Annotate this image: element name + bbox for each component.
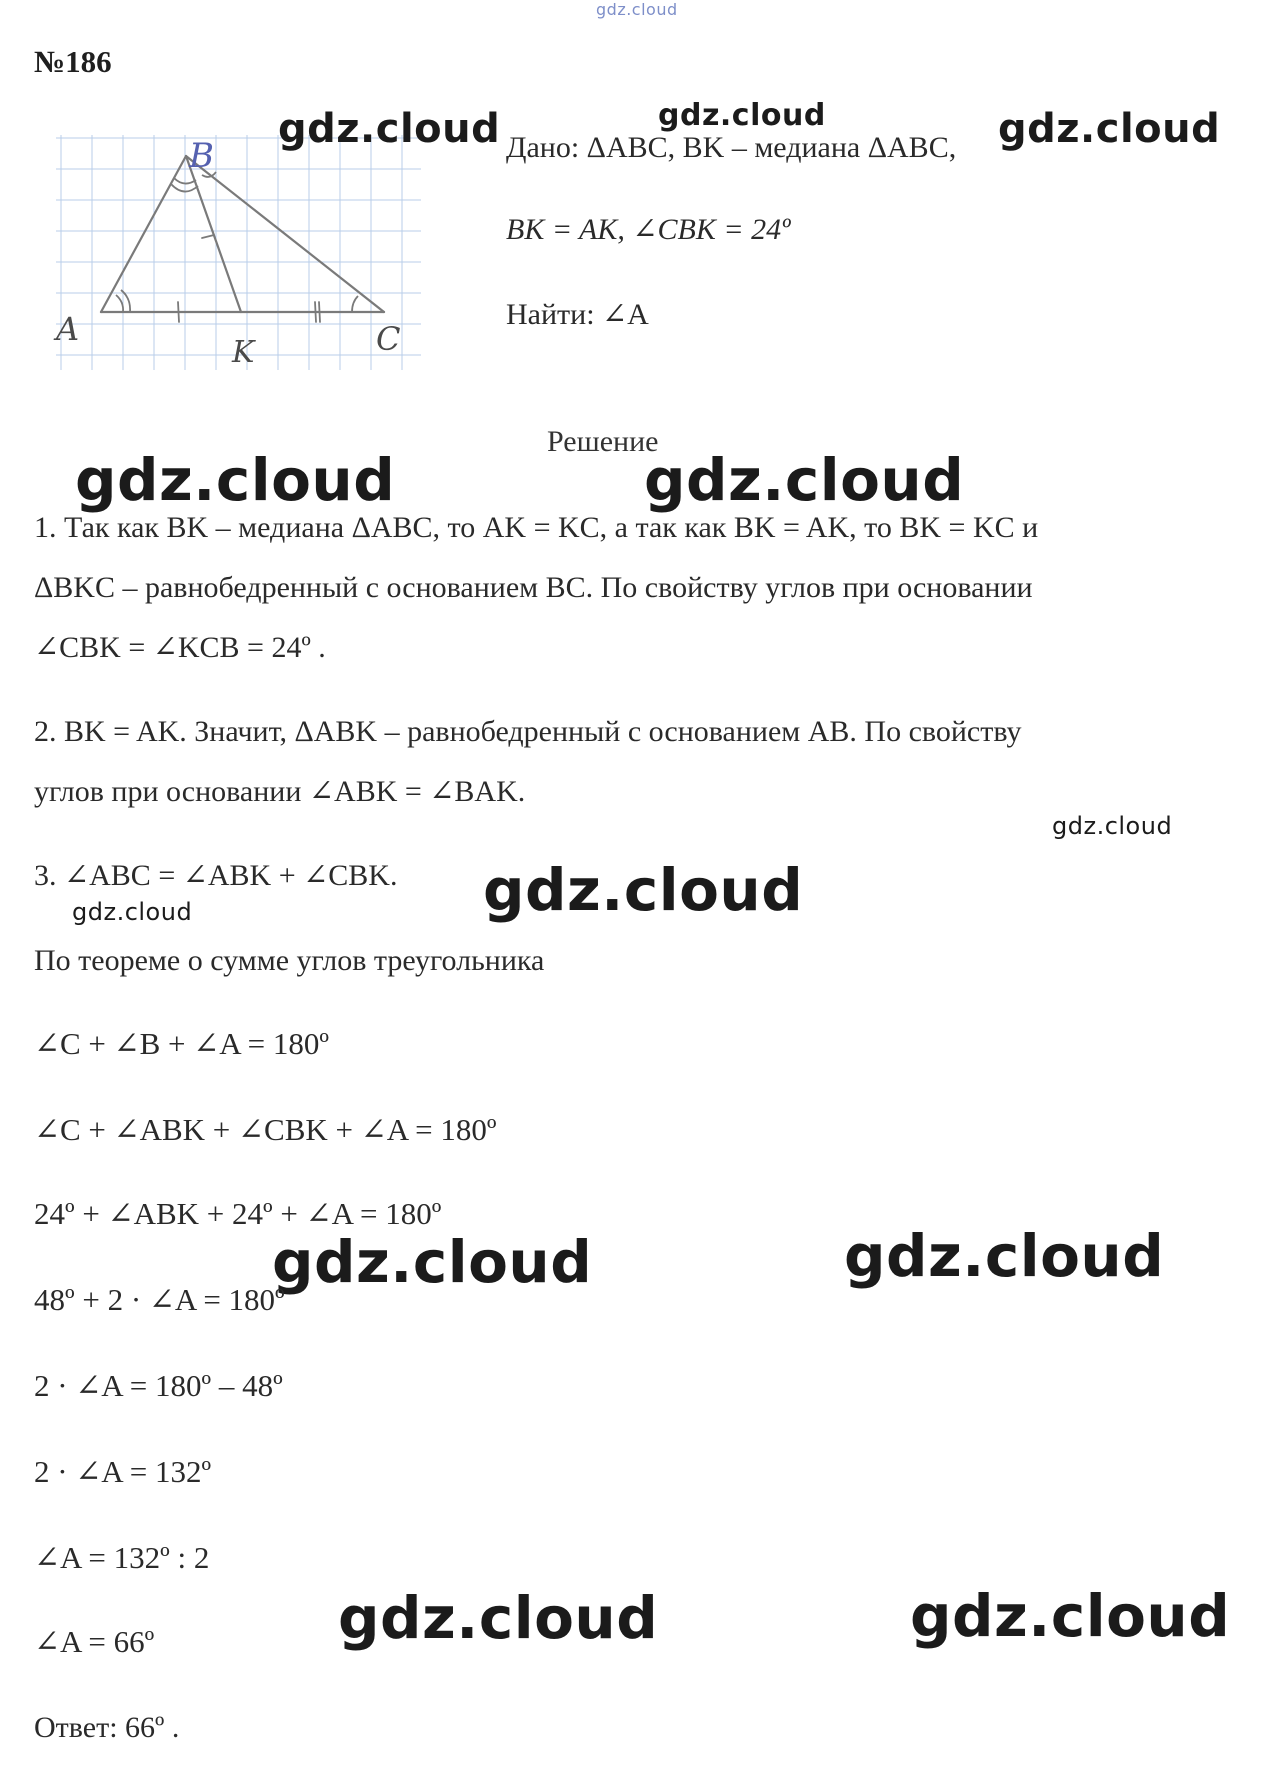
solution-heading: Решение <box>547 425 659 458</box>
equation-2: ∠C + ∠ABK + ∠CBK + ∠A = 180º <box>34 1112 497 1147</box>
angle-arc-a <box>116 295 123 312</box>
answer: Ответ: 66º . <box>34 1711 180 1744</box>
given-find: Найти: ∠A <box>506 298 649 331</box>
step-3-line-1: 3. ∠ABC = ∠ABK + ∠CBK. <box>34 859 398 892</box>
watermark: gdz.cloud <box>658 98 826 133</box>
equation-3: 24º + ∠ABK + 24º + ∠A = 180º <box>34 1196 442 1231</box>
equation-8: ∠A = 66º <box>34 1624 155 1659</box>
theorem-statement: По теореме о сумме углов треугольника <box>34 944 545 977</box>
problem-number: №186 <box>34 44 112 79</box>
equation-7: ∠A = 132º : 2 <box>34 1540 210 1575</box>
triangle-figure <box>36 130 436 380</box>
watermark: gdz.cloud <box>278 106 501 152</box>
tick-mark <box>178 302 179 322</box>
step-1-line-1: 1. Так как BK – медиана ΔABC, то AK = KC, а так как BK = AK, то BK = KC и <box>34 511 1039 544</box>
step-1-line-2: ΔBKC – равнобедренный с основанием BC. По свойству углов при основании <box>34 571 1033 604</box>
equation-6: 2 · ∠A = 132º <box>34 1454 212 1489</box>
watermark: gdz.cloud <box>844 1222 1165 1290</box>
watermark: gdz.cloud <box>910 1582 1231 1650</box>
tick-mark <box>315 302 316 322</box>
angle-arc-c <box>352 296 358 312</box>
equation-1: ∠C + ∠B + ∠A = 180º <box>34 1026 330 1061</box>
equation-4: 48º + 2 · ∠A = 180º <box>34 1282 285 1317</box>
watermark-top: gdz.cloud <box>596 0 678 19</box>
tick-mark <box>202 235 214 238</box>
equation-5: 2 · ∠A = 180º – 48º <box>34 1368 283 1403</box>
watermark: gdz.cloud <box>483 856 804 924</box>
vertex-label-c: C <box>376 320 401 358</box>
step-1-line-3: ∠CBK = ∠KCB = 24º . <box>34 631 326 664</box>
triangle-lines <box>101 156 384 322</box>
vertex-label-k: K <box>232 335 255 370</box>
side-ab <box>101 156 186 312</box>
given-line-2: BK = AK, ∠CBK = 24º <box>506 213 791 246</box>
step-2-line-1: 2. BK = AK. Значит, ΔABK – равнобедренный с основанием AB. По свойству <box>34 715 1022 748</box>
watermark: gdz.cloud <box>998 106 1221 152</box>
step-2-line-2: углов при основании ∠ABK = ∠BAK. <box>34 775 526 808</box>
watermark: gdz.cloud <box>72 898 193 926</box>
given-line-1: Дано: ΔABC, BK – медиана ΔABC, <box>506 131 957 164</box>
vertex-label-b: B <box>189 136 214 176</box>
watermark: gdz.cloud <box>272 1228 593 1296</box>
vertex-label-a: A <box>56 310 80 348</box>
watermark: gdz.cloud <box>1052 812 1173 840</box>
tick-mark <box>319 302 320 322</box>
median-bk <box>186 156 241 312</box>
watermark: gdz.cloud <box>338 1584 659 1652</box>
watermark: gdz.cloud <box>75 446 396 514</box>
watermark: gdz.cloud <box>644 446 965 514</box>
